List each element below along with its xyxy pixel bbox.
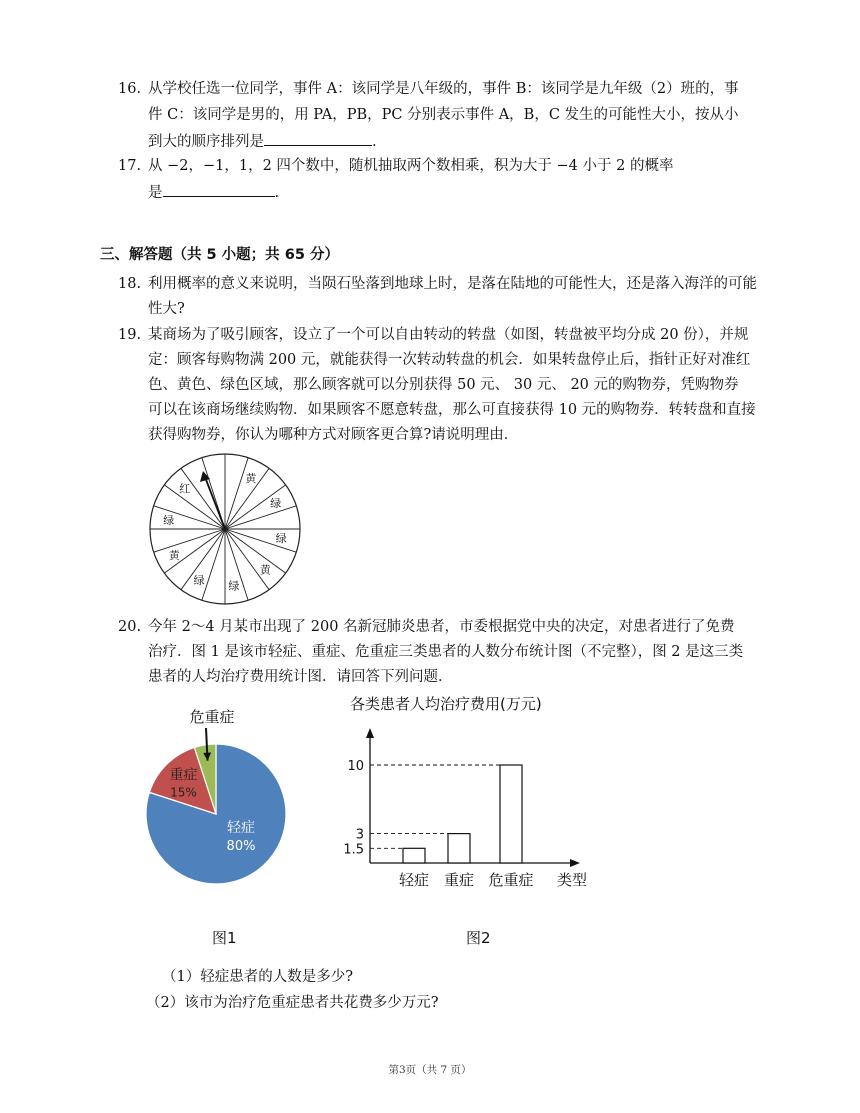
q19-line3 bbox=[148, 375, 739, 395]
x-axis-arrow bbox=[570, 859, 580, 867]
question-number: 16. bbox=[118, 81, 142, 97]
question-number: 18. bbox=[118, 276, 142, 292]
spinner-divider bbox=[225, 458, 248, 529]
q20-text-1: 今年 2～4 月某市出现了 200 名新冠肺炎患者，市委根据党中央的决定，对患者进行了免费 bbox=[148, 619, 735, 635]
q19-text-1: 某商场为了吸引顾客，设立了一个可以自由转动的转盘（如图，转盘被平均分成 20 份），并规 bbox=[148, 327, 749, 343]
pie-label-value: 15% bbox=[170, 785, 197, 800]
spinner-figure bbox=[140, 444, 310, 614]
question-number: 17. bbox=[118, 158, 142, 174]
figure1-caption: 图1 bbox=[212, 929, 237, 947]
spinner-label: 绿 bbox=[275, 531, 287, 545]
bar-1 bbox=[448, 834, 470, 863]
q17-text-1: 从 −2，−1，1，2 四个数中，随机抽取两个数相乘，积为大于 −4 小于 2 的概率 bbox=[148, 158, 674, 174]
q17-line2: 是 . bbox=[148, 182, 279, 203]
spinner-label: 黄 bbox=[245, 472, 257, 486]
q18-text-2: 性大? bbox=[148, 301, 185, 317]
question-number: 19. bbox=[118, 327, 142, 343]
q19-line5 bbox=[148, 425, 518, 445]
q20-sub1: （1）轻症患者的人数是多少? bbox=[162, 969, 353, 985]
q19-text-3: 色、黄色、绿色区域，那么顾客就可以分别获得 50 元、 30 元、 20 元的购物券，凭购物券 bbox=[148, 377, 739, 393]
spinner-label: 黄 bbox=[168, 548, 180, 562]
q20-line2 bbox=[148, 642, 743, 662]
q20-line3 bbox=[148, 667, 453, 687]
answer-blank[interactable] bbox=[163, 182, 275, 197]
q19-text-2: 定：顾客每购物满 200 元，就能获得一次转动转盘的机会．如果转盘停止后，指针正好对准红 bbox=[148, 352, 751, 368]
y-tick-label: 10 bbox=[347, 759, 364, 774]
bar-2 bbox=[500, 765, 522, 863]
q16-text-3: 到大的顺序排列是 bbox=[148, 134, 264, 150]
x-axis-label: 类型 bbox=[557, 871, 588, 889]
bar-chart-title: 各类患者人均治疗费用(万元) bbox=[350, 695, 542, 713]
spinner-label: 黄 bbox=[259, 563, 271, 577]
q20-text-2: 治疗．图 1 是该市轻症、重症、危重症三类患者的人数分布统计图（不完整），图 2 是这三类 bbox=[148, 644, 744, 660]
q19-line2 bbox=[148, 350, 750, 370]
q18-line2 bbox=[148, 299, 185, 319]
q19-text-4: 可以在该商场继续购物．如果顾客不愿意转盘，那么可直接获得 10 元的购物券．转转盘和直接 bbox=[148, 402, 756, 418]
bar-0 bbox=[403, 848, 425, 863]
pointer-arrowhead bbox=[200, 471, 210, 482]
x-tick-label: 轻症 bbox=[398, 871, 430, 889]
pie-label-name: 轻症 bbox=[227, 820, 255, 836]
q19-line1 bbox=[118, 325, 748, 345]
spinner-divider bbox=[225, 506, 296, 529]
q20-sub2: （2）该市为治疗危重症患者共花费多少万元? bbox=[146, 995, 439, 1011]
q20-text-3: 患者的人均治疗费用统计图．请回答下列问题． bbox=[148, 669, 453, 685]
pie-chart bbox=[120, 698, 320, 898]
question-number: 20. bbox=[118, 619, 142, 635]
q18-line1 bbox=[118, 274, 757, 294]
q16-text-2: 件 C：该同学是男的，用 PA，PB，PC 分别表示事件 A，B，C 发生的可能性大小，按从小 bbox=[148, 107, 739, 123]
spinner-divider bbox=[202, 529, 225, 600]
q20-line1 bbox=[118, 617, 735, 637]
pie-label-name: 危重症 bbox=[189, 708, 235, 726]
figure2-caption: 图2 bbox=[466, 929, 491, 947]
section-title: 三、解答题（共 5 小题；共 65 分） bbox=[100, 247, 339, 263]
spinner-label: 绿 bbox=[270, 497, 282, 511]
spinner-label: 绿 bbox=[228, 579, 240, 593]
x-tick-label: 重症 bbox=[443, 871, 475, 889]
q18-text-1: 利用概率的意义来说明，当陨石坠落到地球上时，是落在陆地的可能性大，还是落入海洋的可能 bbox=[148, 276, 757, 292]
q17-line1 bbox=[118, 156, 673, 176]
spinner-label: 绿 bbox=[193, 573, 205, 587]
y-tick-label: 1.5 bbox=[343, 842, 364, 858]
q16-line1 bbox=[118, 79, 739, 99]
q16-line3: 到大的顺序排列是 . bbox=[148, 131, 377, 152]
q17-text-2: 是 bbox=[148, 185, 163, 201]
spinner-label: 红 bbox=[179, 482, 191, 496]
y-tick-label: 3 bbox=[355, 827, 364, 843]
q16-text-1: 从学校任选一位同学，事件 A：该同学是八年级的，事件 B：该同学是九年级（2）班的，事 bbox=[148, 81, 739, 97]
page-footer: 第3页（共 7 页） bbox=[388, 1064, 472, 1076]
spinner-divider bbox=[154, 529, 225, 552]
q16-line2 bbox=[148, 105, 739, 125]
q19-line4 bbox=[148, 400, 756, 420]
y-axis-arrow bbox=[366, 728, 374, 738]
pie-label-value: 80% bbox=[226, 839, 256, 854]
q19-text-5: 获得购物券，你认为哪种方式对顾客更合算?请说明理由． bbox=[148, 427, 519, 443]
pie-label-name: 重症 bbox=[169, 767, 198, 784]
x-tick-label: 危重症 bbox=[488, 871, 534, 889]
answer-blank[interactable] bbox=[264, 131, 372, 146]
spinner-label: 绿 bbox=[163, 514, 175, 528]
bar-chart bbox=[330, 686, 600, 906]
